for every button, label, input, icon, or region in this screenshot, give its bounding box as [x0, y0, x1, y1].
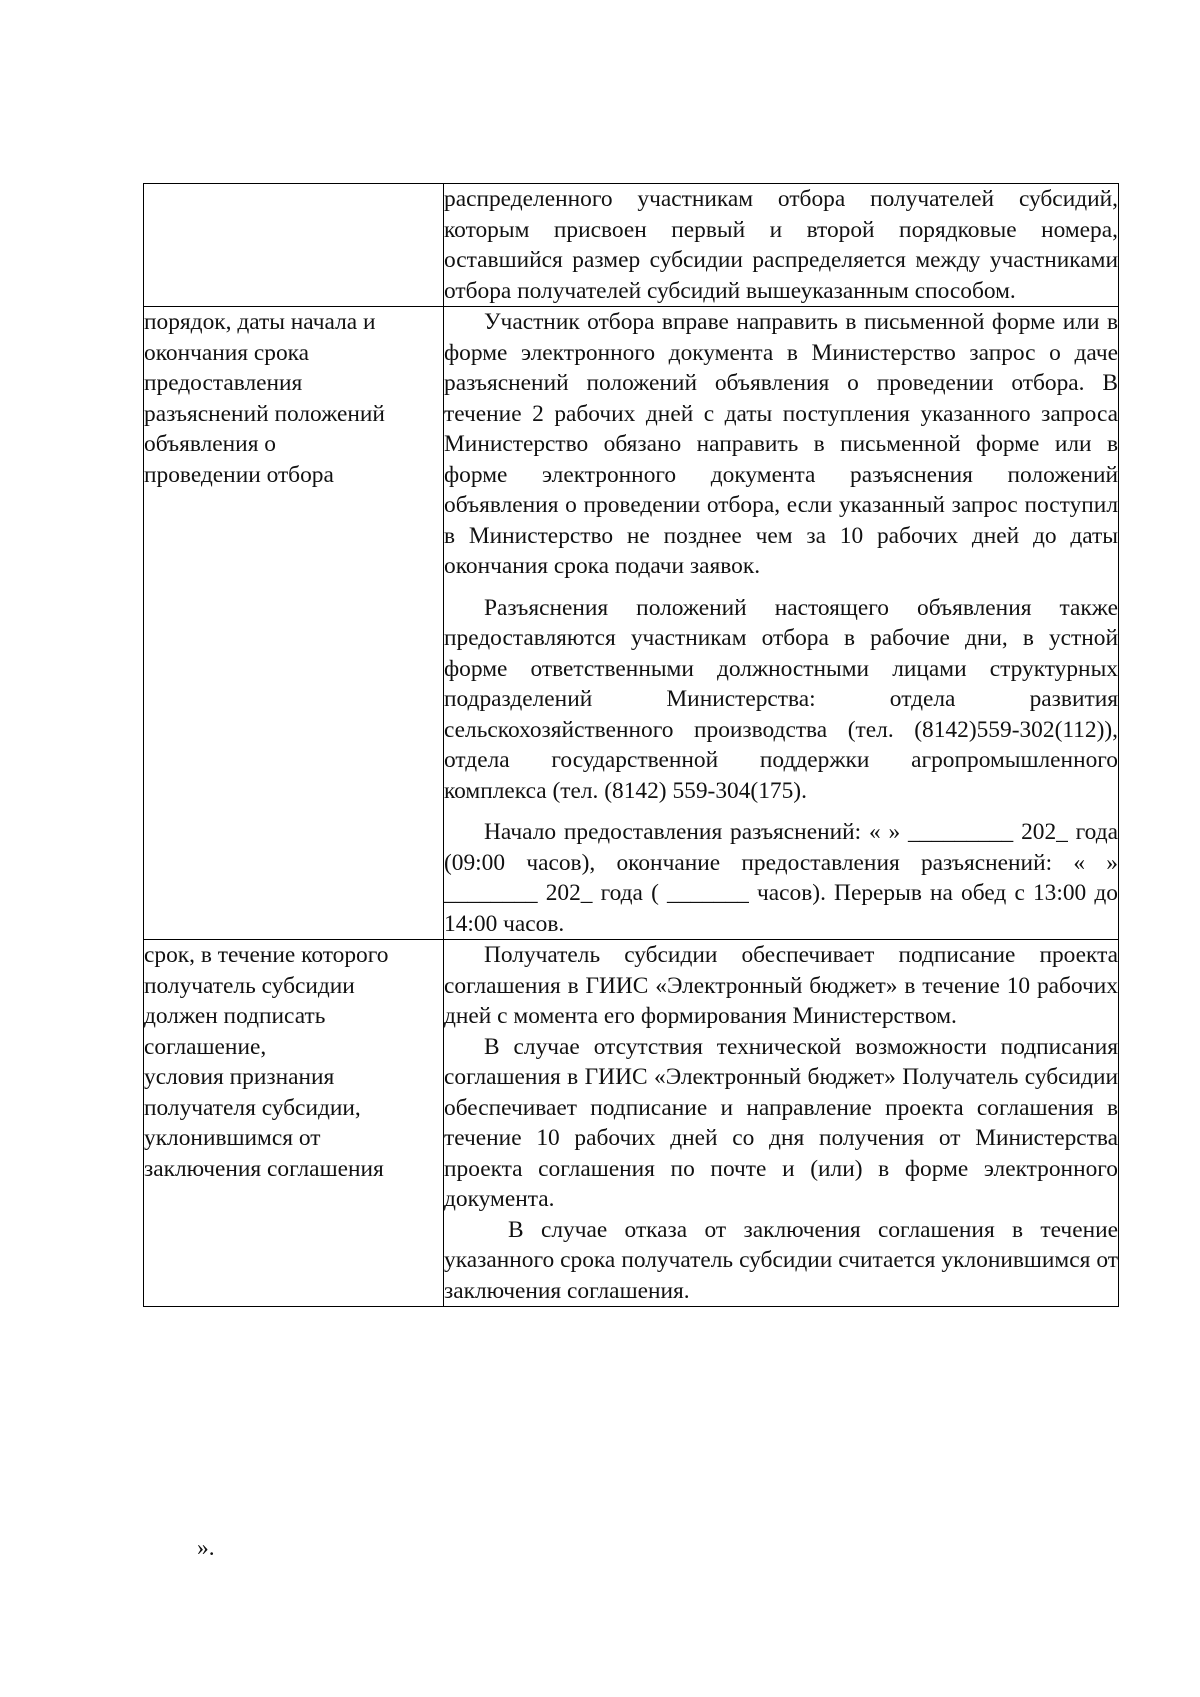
document-table: [143, 183, 1119, 1307]
agreement-signing-paragraph: Получатель субсидии обеспечивает подписание проекта соглашения в ГИИС «Электронный бюджет» в течение 10 рабочих дней с момента его формирования Министерством.: [444, 942, 1118, 1029]
table-row: [144, 184, 1119, 307]
no-technical-possibility-paragraph: В случае отсутствия технической возможности подписания соглашения в ГИИС «Электронный бюджет» Получатель субсидии обеспечивает подписание и направление проекта соглашения в течение 10 рабочих дней со дня получения от Министерства проекта соглашения по почте и (или) в форме электронного документа.: [444, 1033, 1118, 1212]
row3-label: срок, в течение которого получатель субсидии должен подписать соглашение, условия признания получателя субсидии, уклонившимся от заключения соглашения: [144, 942, 389, 1182]
row1-paragraph: распределенного участникам отбора получателей субсидий, которым присвоен первый и второй порядковые номера, оставшийся размер субсидии распределяется между участниками отбора получателей субсидий вышеуказанным способом.: [444, 186, 1118, 304]
row1-content-cell: [444, 184, 1119, 307]
row3-label-cell: [144, 940, 444, 1307]
table-row: [144, 307, 1119, 940]
table-row: [144, 940, 1119, 1307]
row1-label-cell: [144, 184, 444, 307]
closing-quote: ».: [197, 1535, 215, 1561]
oral-clarification-paragraph: Разъяснения положений настоящего объявления также предоставляются участникам отбора в рабочие дни, в устной форме ответственными должностными лицами структурных подразделений Министерства: отдела развития сельскохозяйственного производства (тел. (8142)559-302(112)), отдела государственной поддержки агропромышленного комплекса (тел. (8142) 559-304(175).: [444, 594, 1118, 804]
row2-content-cell: [444, 307, 1119, 940]
row2-label: порядок, даты начала и окончания срока предоставления разъяснений положений объявления о проведении отбора: [144, 309, 385, 488]
clarification-request-paragraph: Участник отбора вправе направить в письменной форме или в форме электронного документа в Министерство запрос о даче разъяснений положений объявления о проведении отбора. В течение 2 рабочих дней с даты поступления указанного запроса Министерство обязано направить в письменной форме или в форме электронного документа разъяснения положений объявления о проведении отбора, если указанный запрос поступил в Министерство не позднее чем за 10 рабочих дней до даты окончания срока подачи заявок.: [444, 309, 1118, 579]
row2-label-cell: [144, 307, 444, 940]
refusal-paragraph: В случае отказа от заключения соглашения в течение указанного срока получатель субсидии считается уклонившимся от заключения соглашения.: [444, 1216, 1118, 1304]
clarification-period-paragraph: Начало предоставления разъяснений: « » _________ 202_ года (09:00 часов), окончание предоставления разъяснений: « » ________ 202_ года ( _______ часов). Перерыв на обед с 13:00 до 14:00 часов.: [444, 819, 1118, 937]
row3-content-cell: [444, 940, 1119, 1307]
